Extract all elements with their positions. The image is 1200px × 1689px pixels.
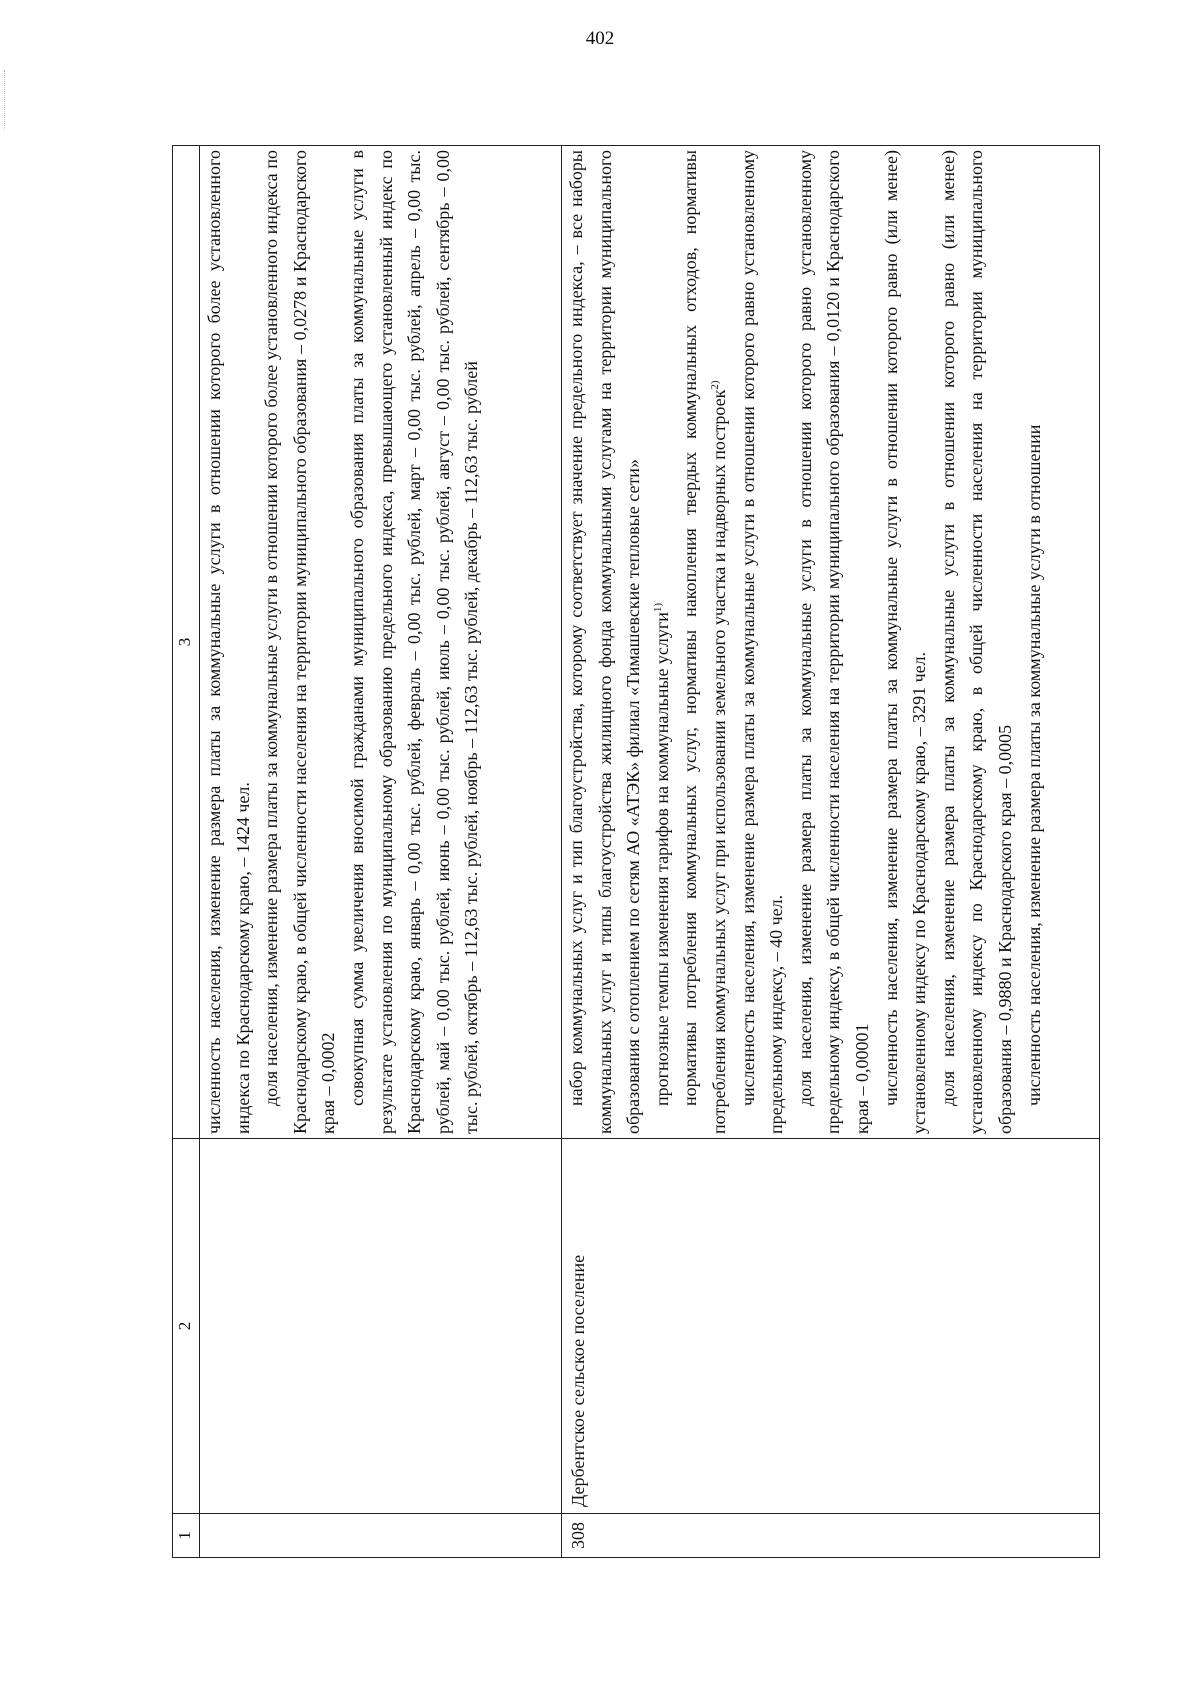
paragraph-text: совокупная сумма увеличения вносимой гражданами муниципального образования платы за коммунальные услуги в результате установления по муниципальному образованию предельного индекса, превышающего установленный индекс по Краснодарскому краю, январь – 0,00 тыс. рублей, февраль – 0,00 тыс. рублей, март – 0,00 тыс. рублей, апрель – 0,00 тыс. рублей, май – 0,00 тыс. рублей, июнь – 0,00 тыс. рублей, июль – 0,00 тыс. рублей, август – 0,00 тыс. рублей, сентябрь – 0,00 тыс. рублей, октябрь – 112,63 тыс. рублей, ноябрь – 112,63 тыс. рублей, декабрь – 112,63 тыс. рублей — [346, 150, 482, 1134]
table-row — [562, 146, 1100, 1558]
paragraph-text: нормативы потребления коммунальных услуг, нормативы накопления твердых коммунальных отходов, нормативы потребления коммунальных услуг при использовании земельного участка и надворных построек — [680, 150, 729, 1134]
row-number: 308 — [562, 1514, 1100, 1558]
municipality-name: Дербентское сельское поселение — [562, 1139, 1100, 1514]
paragraph-text: доля населения, изменение размера платы за коммунальные услуги в отношении которого более установленного индекса по Краснодарскому краю, в общей численности населения на территории муниципального образования – 0,0278 и Краснодарского края – 0,0002 — [261, 150, 339, 1134]
text-paragraph — [734, 150, 791, 1134]
text-paragraph — [648, 150, 677, 1134]
scan-edge-mark — [4, 70, 6, 130]
text-paragraph — [200, 150, 257, 1134]
row-number — [200, 1514, 562, 1558]
paragraph-text: прогнозные темпы изменения тарифов на коммунальные услуги — [651, 612, 672, 1106]
paragraph-text: численность населения, изменение размера платы за коммунальные услуги в отношении которого равно установленному предельному индексу, – 40 чел. — [737, 150, 787, 1134]
header-col-2: 2 — [173, 1139, 200, 1514]
header-col-3: 3 — [173, 146, 200, 1139]
text-paragraph — [1020, 150, 1049, 1134]
row-text — [562, 146, 1100, 1139]
page-number: 402 — [585, 28, 615, 49]
paragraph-text: численность населения, изменение размера платы за коммунальные услуги в отношении — [1023, 424, 1044, 1106]
rotated-table-wrapper — [172, 146, 1100, 1558]
paragraph-text: набор коммунальных услуг и тип благоустройства, которому соответствует значение предельного индекса, – все наборы коммунальных услуг и типы благоустройства жилищного фонда коммунальными услугами на территории муниципального образования с отоплением по сетям АО «АТЭК» филиал «Тимашевские тепловые сети» — [566, 150, 644, 1134]
table-row — [200, 146, 562, 1558]
municipality-name — [200, 1139, 562, 1514]
header-col-1: 1 — [173, 1514, 200, 1558]
text-paragraph — [877, 150, 934, 1134]
paragraph-text: численность населения, изменение размера платы за коммунальные услуги в отношении которого равно (или менее) установленному индексу по Краснодарскому краю, – 3291 чел. — [880, 150, 930, 1134]
text-paragraph — [676, 150, 733, 1134]
text-paragraph — [934, 150, 1020, 1134]
table-header-row — [173, 146, 200, 1558]
text-paragraph — [791, 150, 877, 1134]
row-text — [200, 146, 562, 1139]
paragraph-text: численность населения, изменение размера платы за коммунальные услуги в отношении которого более установленного индекса по Краснодарскому краю, – 1424 чел. — [204, 150, 253, 1134]
paragraph-text: доля населения, изменение размера платы за коммунальные услуги в отношении которого равно (или менее) установленному индексу по Краснодарскому краю, в общей численности населения на территории муниципального образования – 0,9880 и Краснодарского края – 0,0005 — [937, 150, 1015, 1134]
paragraph-text: доля населения, изменение размера платы за коммунальные услуги в отношении которого равно установленному предельному индексу, в общей численности населения на территории муниципального образования – 0,0120 и Краснодарского края – 0,00001 — [794, 150, 872, 1134]
text-paragraph — [257, 150, 343, 1134]
footnote-marker: 2) — [708, 380, 721, 390]
document-table — [172, 145, 1100, 1558]
text-paragraph — [343, 150, 486, 1134]
text-paragraph — [562, 150, 648, 1134]
footnote-marker: 1) — [651, 602, 664, 613]
